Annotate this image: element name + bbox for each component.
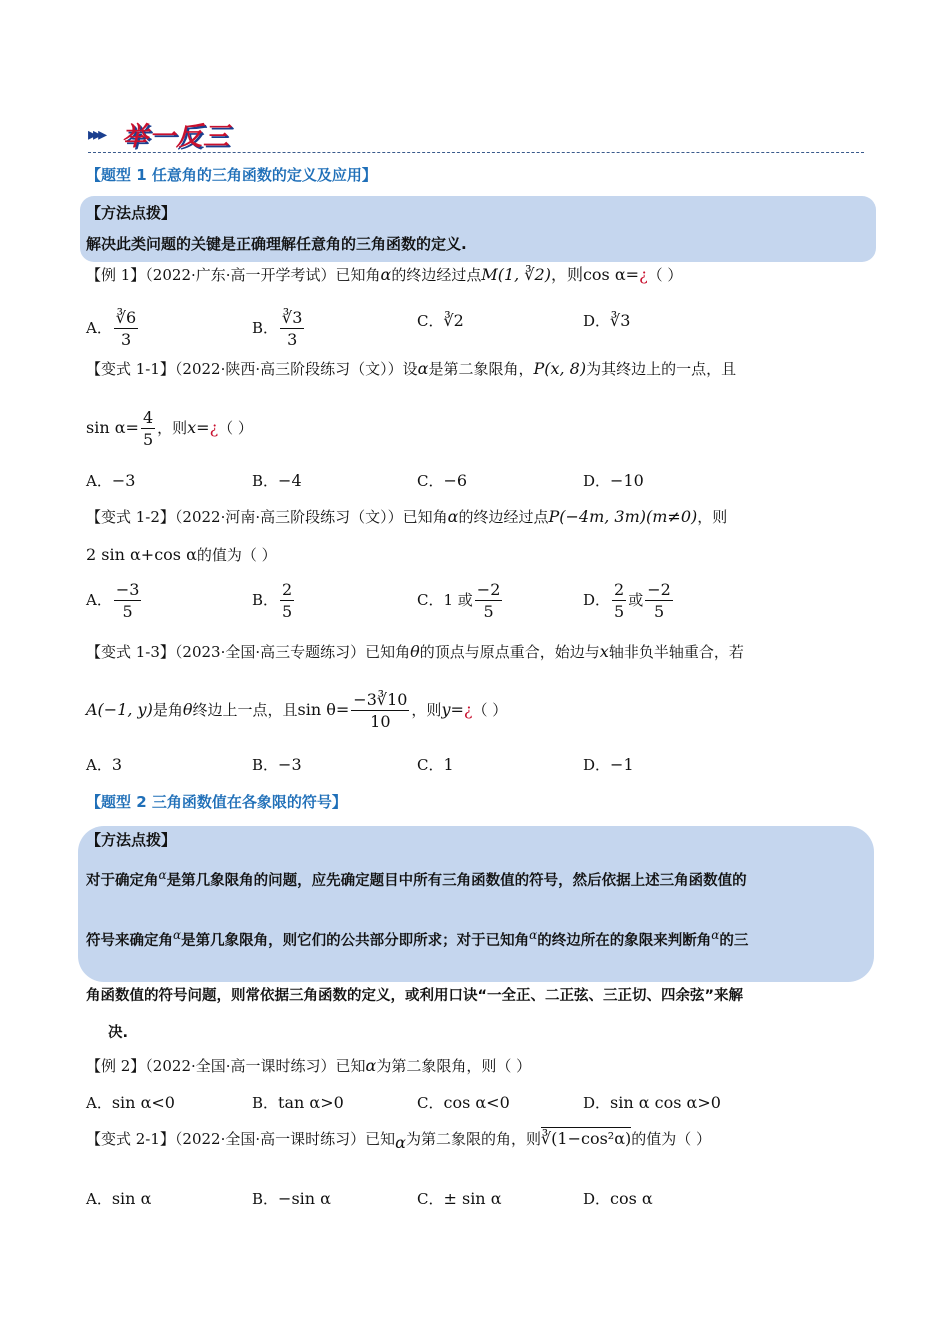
option-c[interactable]: C．cos α<0 — [417, 1093, 510, 1112]
option-a[interactable]: A． $\frac{-3}{5}$ — [86, 580, 140, 621]
banner-title: 举一反三 — [122, 122, 231, 152]
method-box-2 — [78, 826, 874, 982]
method-title-1: 【方法点拨】 — [86, 204, 177, 222]
option-d[interactable]: D． $\frac{2}{5}$ 或 $\frac{-2}{5}$ — [583, 580, 671, 621]
option-b[interactable]: B．−4 — [252, 471, 302, 490]
option-c[interactable]: C．−6 — [417, 471, 468, 490]
option-c[interactable]: C．± sin α — [417, 1189, 502, 1208]
variant-1-1-question: 【变式 1-1】（2022·陕西·高三阶段练习（文））设α是第二象限角，P(x, 8)为其终边上的一点，且 — [86, 359, 737, 378]
variant-1-2-line2: 2 sin α+cos α的值为（ ） — [86, 545, 277, 564]
option-a[interactable]: A．sin α<0 — [86, 1093, 175, 1112]
option-d[interactable]: D．sin α cos α>0 — [583, 1093, 721, 1112]
option-d[interactable]: D．cos α — [583, 1189, 653, 1208]
example-1-options — [86, 298, 846, 349]
option-b[interactable]: B．−sin α — [252, 1189, 331, 1208]
option-d[interactable]: D．−1 — [583, 755, 634, 774]
triple-arrow-icon: ▸▸▸ — [88, 124, 104, 145]
variant-1-3-options — [86, 754, 846, 778]
method-title-2: 【方法点拨】 — [86, 831, 177, 849]
banner-divider — [88, 152, 864, 153]
option-d[interactable]: D．−10 — [583, 471, 644, 490]
variant-1-2-question: 【变式 1-2】（2022·河南·高三阶段练习（文））已知角α的终边经过点P(−4m, 3m)(m≠0)，则 — [86, 507, 728, 526]
option-c[interactable]: C．1 — [417, 755, 454, 774]
variant-2-1-question: 【变式 2-1】（2022·全国·高一课时练习）已知$_\alpha$为第二象限的角，则∛(1−cos²α)的值为（ ） — [86, 1129, 712, 1152]
example-2-options — [86, 1092, 846, 1116]
variant-1-3-question: 【变式 1-3】（2023·全国·高三专题练习）已知角θ的顶点与原点重合，始边与x轴非负半轴重合，若 — [86, 642, 744, 661]
method-text-2-line4: 决. — [108, 1025, 129, 1041]
option-b[interactable]: B．−3 — [252, 755, 302, 774]
variant-1-1-line2: sin α= $\frac{4}{5}$ ，则x=¿（ ） — [86, 408, 253, 449]
option-a[interactable]: A．sin α — [86, 1189, 152, 1208]
option-c[interactable]: C．∛2 — [417, 311, 464, 330]
option-c[interactable]: C．1 或 $\frac{-2}{5}$ — [417, 580, 501, 621]
type2-heading: 【题型 2 三角函数值在各象限的符号】 — [86, 793, 347, 811]
option-a[interactable]: A．3 — [86, 755, 123, 774]
section-banner — [88, 116, 864, 156]
example-2-question: 【例 2】（2022·全国·高一课时练习）已知α为第二象限角，则（ ） — [86, 1056, 532, 1075]
method-text-2-line3: 角函数值的符号问题，则常依据三角函数的定义，或利用口诀“一全正、二正弦、三正切、四余弦”来解 — [86, 988, 744, 1004]
variant-1-1-options — [86, 470, 846, 494]
method-text-1: 解决此类问题的关键是正确理解任意角的三角函数的定义. — [86, 235, 467, 253]
option-a[interactable]: A．−3 — [86, 471, 136, 490]
variant-1-3-line2: A(−1, y)是角θ终边上一点，且sin θ= $\frac{-3∛10}{10}$ ，则y=¿（ ） — [86, 690, 508, 731]
option-a[interactable]: A． $\frac{∛6}{3}$ — [86, 308, 137, 349]
example-1-question: 【例 1】（2022·广东·高一开学考试）已知角α的终边经过点M(1, ∛2)，则cos α=¿（ ） — [86, 265, 683, 284]
option-b[interactable]: B． $\frac{∛3}{3}$ — [252, 308, 303, 349]
method-text-2-line1: 对于确定角$^\alpha$是第几象限角的问题，应先确定题目中所有三角函数值的符号，然后依据上述三角函数值的 — [86, 868, 747, 889]
method-text-2-line2: 符号来确定角$^\alpha$是第几象限角，则它们的公共部分即所求；对于已知角$^\alpha$的终边所在的象限来判断角$^\alpha$的三 — [86, 928, 749, 949]
variant-2-1-options — [86, 1188, 846, 1212]
type1-heading: 【题型 1 任意角的三角函数的定义及应用】 — [86, 166, 377, 184]
variant-1-2-options — [86, 582, 846, 630]
option-d[interactable]: D．∛3 — [583, 311, 631, 330]
option-b[interactable]: B．tan α>0 — [252, 1093, 344, 1112]
option-b[interactable]: B． $\frac{2}{5}$ — [252, 580, 293, 621]
